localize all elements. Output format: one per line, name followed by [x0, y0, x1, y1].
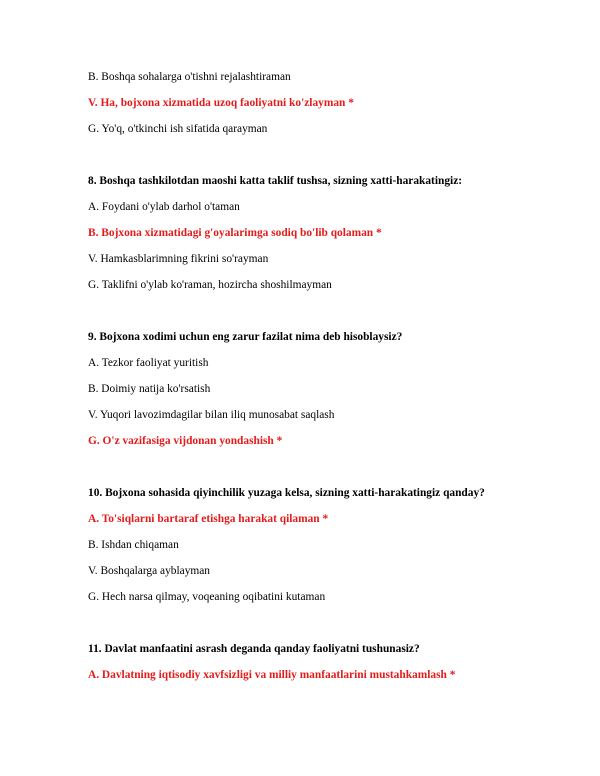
answer-option-correct: A. To'siqlarni bartaraf etishga harakat qilaman * — [88, 513, 329, 525]
answer-option-correct: G. O'z vazifasiga vijdonan yondashish * — [88, 435, 283, 447]
question-heading: 8. Boshqa tashkilotdan maoshi katta taklif tushsa, sizning xatti-harakatingiz: — [88, 175, 463, 187]
answer-option: B. Doimiy natija ko'rsatish — [88, 383, 211, 395]
answer-option: V. Hamkasblarimning fikrini so'rayman — [88, 253, 269, 265]
answer-option-correct: B. Bojxona xizmatidagi g'oyalarimga sodiq bo'lib qolaman * — [88, 227, 382, 239]
answer-option: B. Ishdan chiqaman — [88, 539, 179, 551]
answer-option-correct: A. Davlatning iqtisodiy xavfsizligi va milliy manfaatlarini mustahkamlash * — [88, 669, 456, 681]
answer-option: G. Yo'q, o'tkinchi ish sifatida qarayman — [88, 123, 268, 135]
answer-option: A. Tezkor faoliyat yuritish — [88, 357, 209, 369]
answer-option: V. Boshqalarga ayblayman — [88, 565, 211, 577]
answer-option: A. Foydani o'ylab darhol o'taman — [88, 201, 240, 213]
answer-option: G. Taklifni o'ylab ko'raman, hozircha shoshilmayman — [88, 279, 332, 291]
answer-option: V. Yuqori lavozimdagilar bilan iliq munosabat saqlash — [88, 409, 335, 421]
question-heading: 10. Bojxona sohasida qiyinchilik yuzaga kelsa, sizning xatti-harakatingiz qanday? — [88, 487, 485, 499]
answer-option-correct: V. Ha, bojxona xizmatida uzoq faoliyatni ko'zlayman * — [88, 97, 354, 109]
answer-option: B. Boshqa sohalarga o'tishni rejalashtiraman — [88, 71, 291, 83]
question-heading: 11. Davlat manfaatini asrash deganda qanday faoliyatni tushunasiz? — [88, 643, 420, 655]
answer-option: G. Hech narsa qilmay, voqeaning oqibatini kutaman — [88, 591, 326, 603]
question-heading: 9. Bojxona xodimi uchun eng zarur fazilat nima deb hisoblaysiz? — [88, 331, 403, 343]
